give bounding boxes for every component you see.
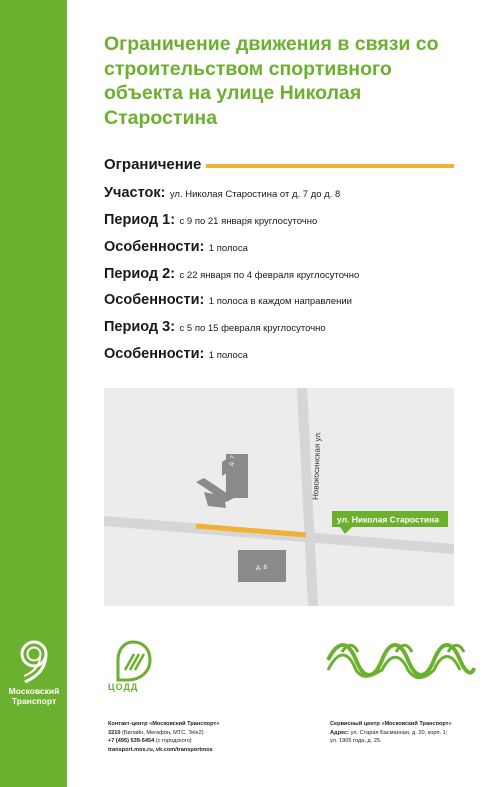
contact-center-info [108, 720, 308, 754]
service-address-label: Адрес: [330, 729, 350, 736]
mosgortrans-logo [8, 638, 60, 706]
row-label: Период 2: [104, 266, 176, 282]
row-value: 1 полоса [208, 243, 248, 254]
row-label: Особенности: [104, 239, 205, 255]
service-address-line1: ул. Старая Басманная, д. 20, корп. 1; [350, 729, 448, 736]
row-label: Особенности: [104, 346, 205, 362]
contact-links: transport.mos.ru, vk.com/transportmos [108, 746, 213, 753]
callout-pointer [340, 527, 352, 534]
building-7-label: д. 7 [228, 455, 238, 467]
map [104, 388, 454, 606]
mosgortrans-name: Московский Транспорт [8, 686, 60, 706]
page-title: Ограничение движения в связи со строительством спортивного объекта на улице Николая Старостина [104, 33, 439, 129]
row-value: с 5 по 15 февраля круглосуточно [179, 323, 326, 334]
green-sidebar [0, 0, 67, 787]
cdd-name: ЦОДД [108, 682, 139, 692]
section-accent-line [206, 164, 454, 168]
contact-operators: (Билайн, Мегафон, МТС, Tele2) [122, 729, 204, 736]
row-label: Период 1: [104, 212, 176, 228]
row-label: Период 3: [104, 319, 176, 335]
contact-title: Контакт-центр «Московский Транспорт» [108, 721, 220, 727]
info-row-section [104, 184, 340, 202]
street-label-novokosinskaya: Новокосинская ул. [311, 430, 323, 501]
contact-phone: +7 (495) 539-5454 [108, 738, 155, 744]
row-value: с 9 по 21 января круглосуточно [179, 216, 318, 227]
info-row-features-2 [104, 291, 352, 309]
cdd-loop-icon [108, 638, 158, 684]
row-value: 1 полоса в каждом направлении [208, 296, 352, 307]
service-center-info [330, 720, 470, 746]
nine-loop-icon [16, 638, 52, 684]
info-row-period-3 [104, 318, 326, 336]
street-callout-label: ул. Николая Старостина [337, 514, 439, 525]
building-8-label: д. 8 [256, 564, 268, 571]
row-value: с 22 января по 4 февраля круглосуточно [179, 270, 360, 281]
row-value: 1 полоса [208, 350, 248, 361]
contact-short-number: 3210 [108, 729, 121, 736]
green-wave-ornament [326, 638, 476, 682]
info-row-features-3 [104, 345, 248, 363]
row-label: Участок: [104, 185, 166, 201]
service-title: Сервисный центр «Московский Транспорт» [330, 721, 452, 727]
building-7 [196, 454, 248, 508]
contact-phone-note: (с городского) [155, 738, 192, 744]
info-row-features-1 [104, 238, 248, 256]
row-value: ул. Николая Старостина от д. 7 до д. 8 [169, 189, 341, 200]
service-address-line2: ул. 1905 года, д. 25. [330, 738, 382, 744]
info-row-period-2 [104, 265, 359, 283]
info-row-period-1 [104, 211, 317, 229]
section-heading: Ограничение [104, 156, 202, 173]
row-label: Особенности: [104, 292, 205, 308]
